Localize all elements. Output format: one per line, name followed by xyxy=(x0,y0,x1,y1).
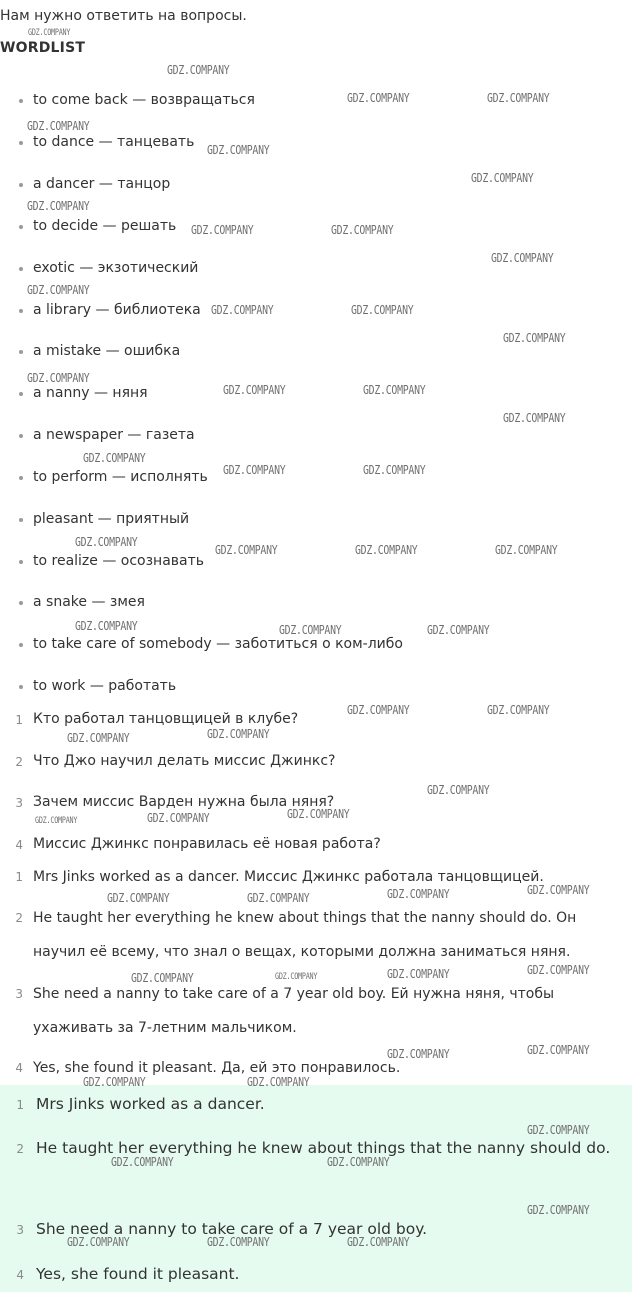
answer-text: Yes, she found it pleasant. Да, ей это понравилось. xyxy=(33,1060,401,1076)
watermark: GDZ.COMPANY xyxy=(35,816,78,826)
answer-text: Mrs Jinks worked as a dancer. Миссис Джинкс работала танцовщицей. xyxy=(33,869,544,885)
watermark: GDZ.COMPANY xyxy=(247,891,310,905)
watermark: GDZ.COMPANY xyxy=(527,1203,590,1217)
watermark: GDZ.COMPANY xyxy=(527,1043,590,1057)
watermark: GDZ.COMPANY xyxy=(287,807,350,821)
wordlist-item: to dance — танцевать xyxy=(33,134,195,150)
watermark: GDZ.COMPANY xyxy=(211,303,274,317)
watermark: GDZ.COMPANY xyxy=(279,623,342,637)
watermark: GDZ.COMPANY xyxy=(387,887,450,901)
wordlist-item: a snake — змея xyxy=(33,594,145,610)
watermark: GDZ.COMPANY xyxy=(487,91,550,105)
watermark: GDZ.COMPANY xyxy=(67,1235,130,1249)
answer-text: She need a nanny to take care of a 7 year old boy. xyxy=(36,1220,428,1238)
question-item xyxy=(15,751,336,771)
watermark: GDZ.COMPANY xyxy=(487,703,550,717)
intro-text: Нам нужно ответить на вопросы. xyxy=(0,8,247,24)
wordlist-item: a newspaper — газета xyxy=(33,427,195,443)
wordlist-item: to decide — решать xyxy=(33,218,177,234)
wordlist-item: to take care of somebody — заботиться о ком-либо xyxy=(33,636,403,652)
watermark: GDZ.COMPANY xyxy=(363,383,426,397)
answer-number: 1 xyxy=(15,870,23,884)
wordlist-item: a mistake — ошибка xyxy=(33,343,181,359)
watermark: GDZ.COMPANY xyxy=(347,703,410,717)
answer-number: 4 xyxy=(15,1061,23,1075)
question-text: Кто работал танцовщицей в клубе? xyxy=(33,711,299,727)
wordlist-item: to perform — исполнять xyxy=(33,469,208,485)
answer-item xyxy=(15,901,623,969)
answer-text: Yes, she found it pleasant. xyxy=(36,1265,240,1283)
question-text: Что Джо научил делать миссис Джинкс? xyxy=(33,753,336,769)
watermark: GDZ.COMPANY xyxy=(131,971,194,985)
watermark: GDZ.COMPANY xyxy=(27,371,90,385)
wordlist-item: pleasant — приятный xyxy=(33,511,190,527)
watermark: GDZ.COMPANY xyxy=(363,463,426,477)
watermark: GDZ.COMPANY xyxy=(111,1155,174,1169)
english-answer-item xyxy=(16,1256,622,1292)
watermark: GDZ.COMPANY xyxy=(503,411,566,425)
watermark: GDZ.COMPANY xyxy=(27,199,90,213)
watermark: GDZ.COMPANY xyxy=(495,543,558,557)
question-item xyxy=(15,709,299,729)
question-text: Миссис Джинкс понравилась её новая работа? xyxy=(33,836,381,852)
answer-number: 4 xyxy=(16,1268,24,1282)
watermark: GDZ.COMPANY xyxy=(527,963,590,977)
answer-text: He taught her everything he knew about things that the nanny should do. xyxy=(36,1139,611,1157)
watermark: GDZ.COMPANY xyxy=(347,91,410,105)
wordlist-item: a dancer — танцор xyxy=(33,176,171,192)
watermark: GDZ.COMPANY xyxy=(75,619,138,633)
watermark: GDZ.COMPANY xyxy=(27,119,90,133)
answer-number: 3 xyxy=(15,987,23,1001)
watermark: GDZ.COMPANY xyxy=(275,972,318,982)
wordlist-heading: WORDLIST xyxy=(0,40,86,56)
question-number: 1 xyxy=(15,713,23,727)
question-number: 3 xyxy=(15,796,23,810)
wordlist-item: to work — работать xyxy=(33,678,177,694)
wordlist-item: a library — библиотека xyxy=(33,302,201,318)
watermark: GDZ.COMPANY xyxy=(207,727,270,741)
watermark: GDZ.COMPANY xyxy=(191,223,254,237)
watermark: GDZ.COMPANY xyxy=(427,783,490,797)
answer-text: Mrs Jinks worked as a dancer. xyxy=(36,1095,265,1113)
wordlist-item: exotic — экзотический xyxy=(33,260,199,276)
watermark: GDZ.COMPANY xyxy=(83,451,146,465)
watermark: GDZ.COMPANY xyxy=(223,383,286,397)
watermark: GDZ.COMPANY xyxy=(387,1047,450,1061)
answer-item xyxy=(15,977,623,1045)
watermark: GDZ.COMPANY xyxy=(471,171,534,185)
watermark: GDZ.COMPANY xyxy=(107,891,170,905)
watermark: GDZ.COMPANY xyxy=(207,1235,270,1249)
wordlist-item: to realize — осознавать xyxy=(33,553,205,569)
watermark: GDZ.COMPANY xyxy=(223,463,286,477)
watermark: GDZ.COMPANY xyxy=(491,251,554,265)
watermark: GDZ.COMPANY xyxy=(387,967,450,981)
question-item xyxy=(15,834,381,854)
watermark: GDZ.COMPANY xyxy=(207,143,270,157)
watermark: GDZ.COMPANY xyxy=(27,283,90,297)
watermark: GDZ.COMPANY xyxy=(331,223,394,237)
watermark: GDZ.COMPANY xyxy=(503,331,566,345)
watermark: GDZ.COMPANY xyxy=(247,1075,310,1089)
answer-number: 2 xyxy=(16,1142,24,1156)
answer-number: 2 xyxy=(15,911,23,925)
watermark: GDZ.COMPANY xyxy=(527,883,590,897)
watermark: GDZ.COMPANY xyxy=(75,535,138,549)
answer-text: She need a nanny to take care of a 7 year old boy. Ей нужна няня, чтобы ухаживать за 7-летним мальчиком. xyxy=(33,986,555,1036)
question-number: 2 xyxy=(15,755,23,769)
answer-number: 1 xyxy=(16,1098,24,1112)
wordlist-item: a nanny — няня xyxy=(33,385,148,401)
watermark: GDZ.COMPANY xyxy=(327,1155,390,1169)
watermark: GDZ.COMPANY xyxy=(83,1075,146,1089)
question-number: 4 xyxy=(15,838,23,852)
watermark: GDZ.COMPANY xyxy=(355,543,418,557)
watermark: GDZ.COMPANY xyxy=(427,623,490,637)
watermark: GDZ.COMPANY xyxy=(215,543,278,557)
watermark: GDZ.COMPANY xyxy=(167,63,230,77)
watermark: GDZ.COMPANY xyxy=(67,731,130,745)
watermark: GDZ.COMPANY xyxy=(347,1235,410,1249)
wordlist-item: to come back — возвращаться xyxy=(33,92,255,108)
watermark: GDZ.COMPANY xyxy=(147,811,210,825)
answer-text: He taught her everything he knew about things that the nanny should do. Он научил её всему, что знал о вещах, которыми должна заниматься няня. xyxy=(33,910,577,960)
watermark: GDZ.COMPANY xyxy=(527,1123,590,1137)
watermark: GDZ.COMPANY xyxy=(28,28,71,38)
question-text: Зачем миссис Варден нужна была няня? xyxy=(33,794,335,810)
english-answer-item xyxy=(16,1086,622,1122)
watermark: GDZ.COMPANY xyxy=(351,303,414,317)
answer-number: 3 xyxy=(16,1223,24,1237)
